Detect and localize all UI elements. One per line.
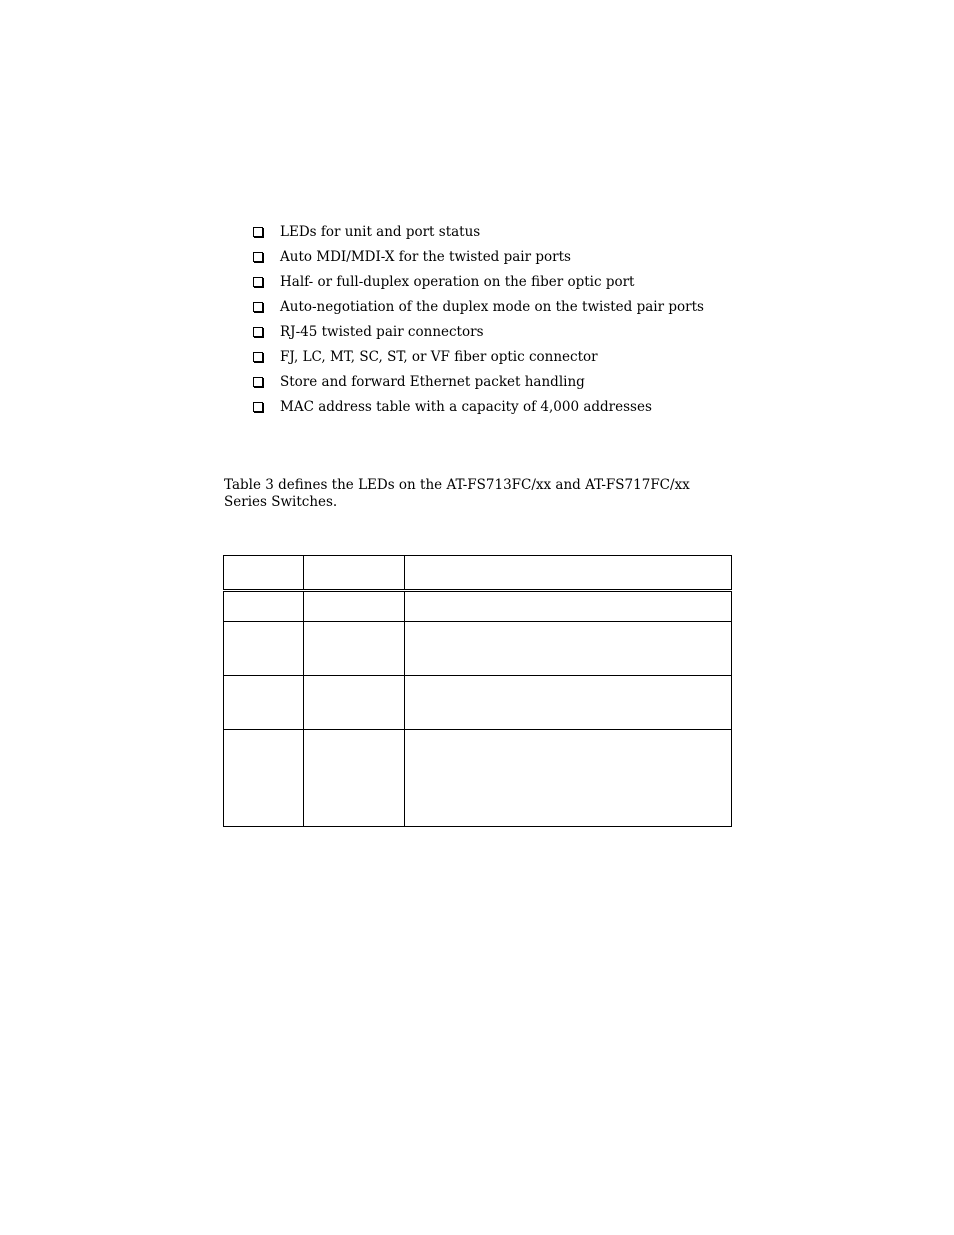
table-cell xyxy=(224,622,304,676)
checkbox-bullet-icon xyxy=(253,352,263,362)
table-cell xyxy=(304,591,405,622)
list-item xyxy=(252,347,772,372)
table-cell xyxy=(304,730,405,827)
list-item xyxy=(252,272,772,297)
checkbox-bullet-icon xyxy=(253,402,263,412)
table-cell xyxy=(405,622,732,676)
table-row xyxy=(224,730,732,827)
feature-text: FJ, LC, MT, SC, ST, or VF fiber optic connector xyxy=(280,349,598,365)
feature-text: LEDs for unit and port status xyxy=(280,224,481,240)
table-cell xyxy=(405,676,732,730)
table-cell xyxy=(405,730,732,827)
feature-text: MAC address table with a capacity of 4,000 addresses xyxy=(280,399,652,415)
checkbox-bullet-icon xyxy=(253,277,263,287)
checkbox-bullet-icon xyxy=(253,327,263,337)
feature-text: Auto MDI/MDI-X for the twisted pair ports xyxy=(280,249,571,265)
feature-text: Store and forward Ethernet packet handling xyxy=(280,374,585,390)
list-item xyxy=(252,247,772,272)
checkbox-bullet-icon xyxy=(253,227,263,237)
list-item xyxy=(252,322,772,347)
list-item xyxy=(252,397,772,422)
table-cell xyxy=(405,591,732,622)
table-cell xyxy=(224,730,304,827)
table-cell xyxy=(224,591,304,622)
feature-text: Half- or full-duplex operation on the fiber optic port xyxy=(280,274,635,290)
table-cell xyxy=(304,676,405,730)
feature-list xyxy=(252,222,772,422)
table-cell xyxy=(224,676,304,730)
checkbox-bullet-icon xyxy=(253,302,263,312)
intro-paragraph: Table 3 defines the LEDs on the AT-FS713FC/xx and AT-FS717FC/xx Series Switches. xyxy=(224,477,690,510)
table-row xyxy=(224,676,732,730)
led-table xyxy=(223,555,732,827)
table-cell xyxy=(304,622,405,676)
checkbox-bullet-icon xyxy=(253,252,263,262)
table-header-cell xyxy=(304,556,405,591)
table-row xyxy=(224,622,732,676)
table-header-cell xyxy=(405,556,732,591)
feature-text: Auto-negotiation of the duplex mode on the twisted pair ports xyxy=(280,299,704,315)
table-row xyxy=(224,591,732,622)
list-item xyxy=(252,222,772,247)
feature-text: RJ-45 twisted pair connectors xyxy=(280,324,484,340)
table-header-row xyxy=(224,556,732,591)
checkbox-bullet-icon xyxy=(253,377,263,387)
list-item xyxy=(252,297,772,322)
list-item xyxy=(252,372,772,397)
table-header-cell xyxy=(224,556,304,591)
